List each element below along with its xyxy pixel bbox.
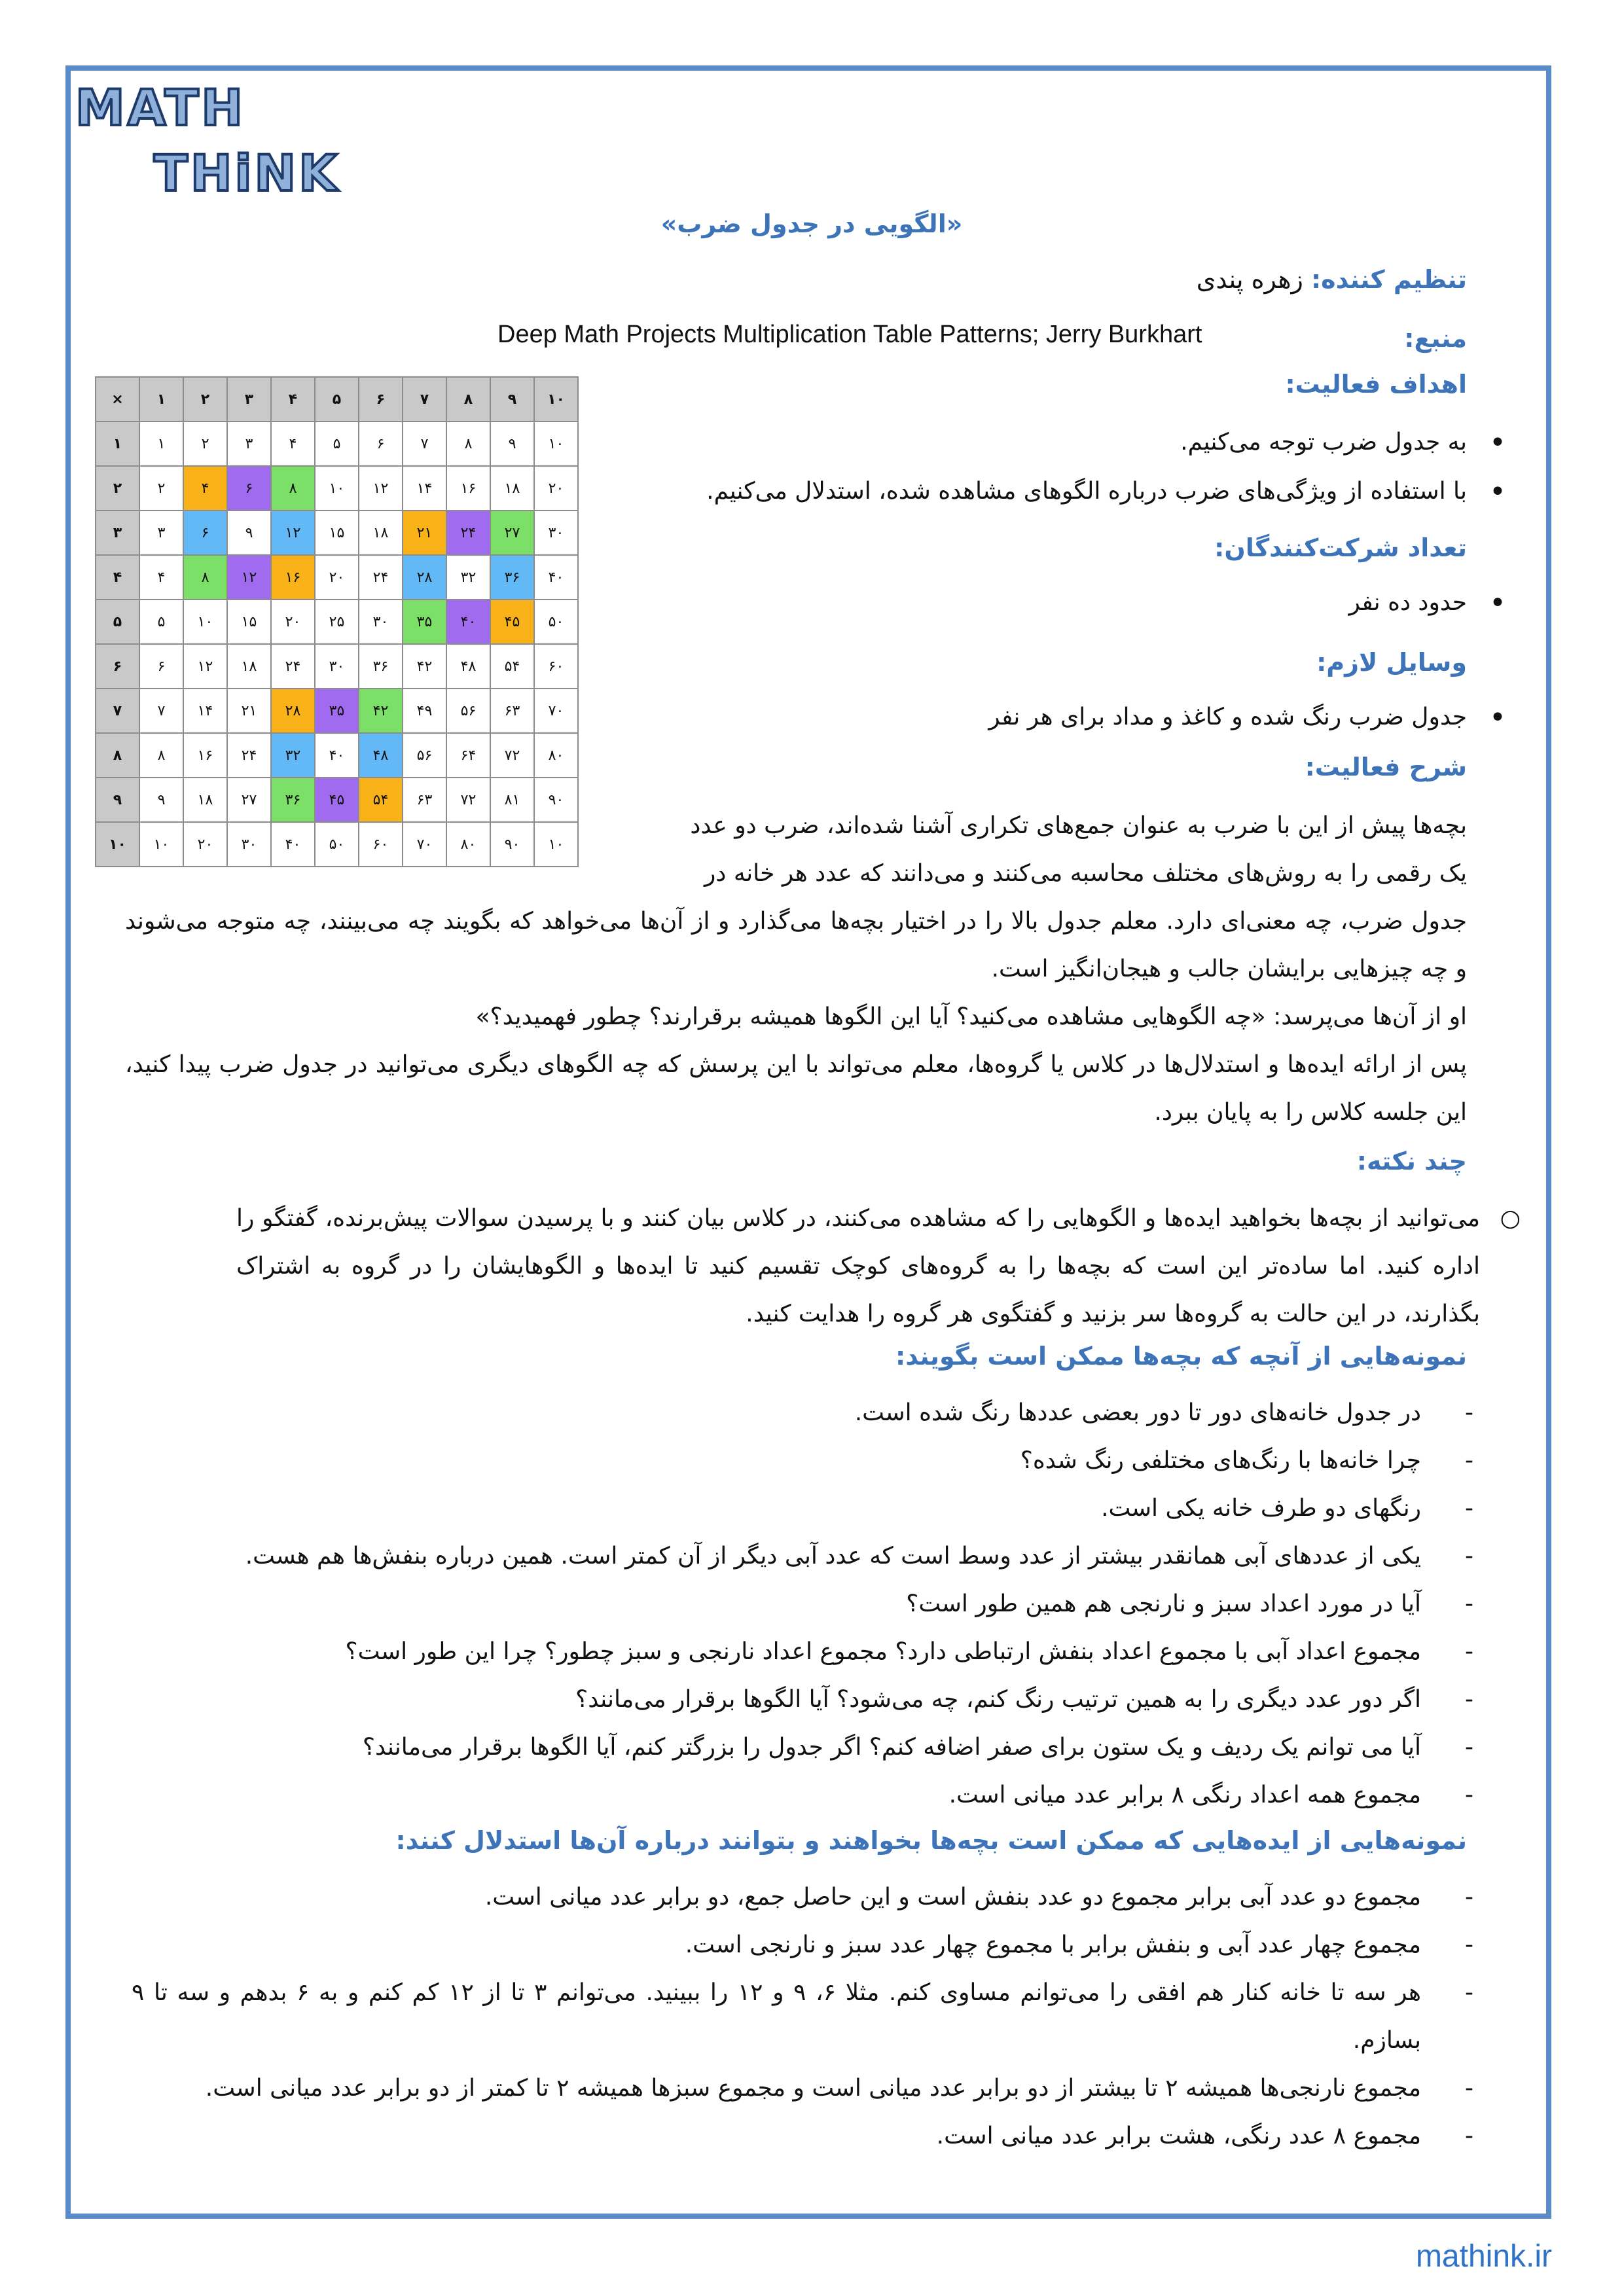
reason-example-text: مجموع دو عدد آبی برابر مجموع دو عدد بنفش است و این حاصل جمع، دو برابر عدد میانی است. <box>484 1884 1421 1910</box>
say-example-text: مجموع اعداد آبی با مجموع اعداد بنفش ارتباطی دارد؟ مجموع اعداد نارنجی و سبز چطور؟ چرا این طور است؟ <box>345 1638 1421 1665</box>
say-example-item <box>575 1676 1473 1723</box>
table-cell: ۴۰ <box>446 600 490 644</box>
table-cell: ۲۷ <box>490 511 534 555</box>
table-cell: ۲ <box>183 422 227 466</box>
table-cell: ۸۱ <box>490 778 534 822</box>
table-cell: ۷ <box>403 422 446 466</box>
table-cell: ۲۱ <box>227 689 271 733</box>
table-header-cell: ۵ <box>315 377 359 422</box>
table-cell: ۴ <box>183 466 227 511</box>
table-cell: ۳۰ <box>315 644 359 689</box>
table-cell: ۶۰ <box>359 822 403 867</box>
table-cell: ۴۲ <box>403 644 446 689</box>
table-cell: ۱۸ <box>359 511 403 555</box>
say-example-text: آیا در مورد اعداد سبز و نارنجی هم همین طور است؟ <box>906 1590 1421 1617</box>
table-cell: ۲۸ <box>403 555 446 600</box>
table-row <box>96 555 578 600</box>
table-cell: ۳ <box>227 422 271 466</box>
participants-item: • حدود ده نفر <box>1349 589 1467 616</box>
table-cell: ۱۶ <box>446 466 490 511</box>
dash-bullet-icon: - <box>1465 1686 1473 1713</box>
table-header-cell: ۳ <box>96 511 139 555</box>
table-cell: ۳۲ <box>446 555 490 600</box>
table-cell: ۲۴ <box>271 644 315 689</box>
table-cell: ۲۰ <box>315 555 359 600</box>
table-cell: ۴۰ <box>271 822 315 867</box>
table-row <box>96 422 578 466</box>
table-cell: ۴۵ <box>490 600 534 644</box>
table-cell: ۵۰ <box>534 600 578 644</box>
say-example-item <box>906 1580 1473 1628</box>
table-cell: ۴۰ <box>534 555 578 600</box>
table-cell: ۱۲ <box>359 466 403 511</box>
description-p3: پس از ارائه ایده‌ها و استدلال‌ها در کلاس یا گروه‌ها، معلم می‌تواند با این پرسش که چه الگوهای دیگری می‌توانید در جدول ضرب پیدا کنید، این جلسه کلاس را به پایان ببرد. <box>125 1051 1467 1126</box>
table-header-cell: ۶ <box>96 644 139 689</box>
goal-item: • به جدول ضرب توجه می‌کنیم. <box>1180 429 1467 456</box>
table-header-cell: ۱۰ <box>96 822 139 867</box>
table-cell: ۸ <box>271 466 315 511</box>
table-cell: ۱۵ <box>227 600 271 644</box>
footer-website: mathink.ir <box>1415 2239 1552 2274</box>
table-cell: ۷۰ <box>403 822 446 867</box>
table-cell: ۴۲ <box>359 689 403 733</box>
table-cell: ۱۶ <box>271 555 315 600</box>
description-body <box>125 897 1467 1136</box>
organizer-label: تنظیم کننده: <box>1310 265 1467 294</box>
table-row <box>96 600 578 644</box>
table-cell: ۶ <box>359 422 403 466</box>
table-header-cell: ۶ <box>359 377 403 422</box>
table-cell: ۴۹ <box>403 689 446 733</box>
say-example-item <box>1020 1437 1473 1484</box>
table-header-cell: ۱۰ <box>534 377 578 422</box>
dash-bullet-icon: - <box>1465 2123 1473 2149</box>
description-line: یک رقمی را به روش‌های مختلف محاسبه می‌کنند و می‌دانند که عدد هر خانه در <box>704 860 1467 887</box>
dash-bullet-icon: - <box>1465 1399 1473 1426</box>
table-cell: ۱۵ <box>315 511 359 555</box>
source-label: منبع: <box>1404 324 1467 353</box>
dash-bullet-icon: - <box>1465 1590 1473 1617</box>
dash-bullet-icon: - <box>1465 1543 1473 1570</box>
table-cell: ۵۶ <box>403 733 446 778</box>
page-title: «الگویی در جدول ضرب» <box>660 209 963 238</box>
dash-bullet-icon: - <box>1465 1782 1473 1808</box>
dash-bullet-icon: - <box>1465 2075 1473 2102</box>
dash-bullet-icon: - <box>1465 1495 1473 1522</box>
say-example-item <box>245 1532 1473 1580</box>
table-cell: ۶۳ <box>403 778 446 822</box>
table-row <box>96 778 578 822</box>
dash-bullet-icon: - <box>1465 1638 1473 1665</box>
table-cell: ۳۲ <box>271 733 315 778</box>
table-cell: ۳۰ <box>359 600 403 644</box>
dash-bullet-icon: - <box>1465 1931 1473 1958</box>
table-cell: ۱۲ <box>227 555 271 600</box>
table-cell: ۴ <box>139 555 183 600</box>
table-cell: ۶۰ <box>534 644 578 689</box>
say-example-text: آیا می توانم یک ردیف و یک ستون برای صفر اضافه کنم؟ اگر جدول را بزرگتر کنم، آیا الگوها برقرار می‌مانند؟ <box>362 1734 1421 1761</box>
table-cell: ۹۰ <box>490 822 534 867</box>
table-header-cell: ۲ <box>183 377 227 422</box>
reason-example-item <box>132 1969 1473 2064</box>
table-cell: ۶۴ <box>446 733 490 778</box>
table-cell: ۱۴ <box>403 466 446 511</box>
table-cell: ۹ <box>227 511 271 555</box>
table-header-cell: ۳ <box>227 377 271 422</box>
table-header-cell: ۵ <box>96 600 139 644</box>
table-row <box>96 511 578 555</box>
table-cell: ۲۰ <box>271 600 315 644</box>
table-row <box>96 822 578 867</box>
table-header-cell: ۸ <box>96 733 139 778</box>
table-cell: ۱۴ <box>183 689 227 733</box>
say-examples-heading: نمونه‌هایی از آنچه که بچه‌ها ممکن است بگویند: <box>895 1342 1467 1371</box>
table-cell: ۱۶ <box>183 733 227 778</box>
table-cell: ۲۱ <box>403 511 446 555</box>
table-cell: ۱۰ <box>183 600 227 644</box>
table-cell: ۹ <box>139 778 183 822</box>
table-cell: ۵۶ <box>446 689 490 733</box>
table-cell: ۲۴ <box>446 511 490 555</box>
table-row <box>96 377 578 422</box>
mathink-logo <box>75 79 340 209</box>
say-example-text: در جدول خانه‌های دور تا دور بعضی عددها رنگ شده است. <box>854 1399 1421 1426</box>
table-header-cell: ۱ <box>139 377 183 422</box>
table-cell: ۱۸ <box>490 466 534 511</box>
table-cell: ۱۰ <box>534 422 578 466</box>
reason-example-item <box>484 1873 1473 1921</box>
table-cell: ۸۰ <box>446 822 490 867</box>
goal-item: • با استفاده از ویژگی‌های ضرب درباره الگوهای مشاهده شده، استدلال می‌کنیم. <box>706 478 1467 505</box>
table-cell: ۱۲ <box>183 644 227 689</box>
say-example-text: یکی از عددهای آبی همانقدر بیشتر از عدد وسط است که عدد آبی دیگر از آن کمتر است. همین درباره بنفش‌ها هم هست. <box>245 1543 1421 1570</box>
table-cell: ۲۵ <box>315 600 359 644</box>
table-row <box>96 644 578 689</box>
table-cell: ۴۸ <box>359 733 403 778</box>
table-cell: ۲۴ <box>227 733 271 778</box>
description-heading: شرح فعالیت: <box>1305 753 1467 781</box>
table-cell: ۴۵ <box>315 778 359 822</box>
say-example-text: چرا خانه‌ها با رنگ‌های مختلفی رنگ شده؟ <box>1020 1447 1421 1474</box>
table-header-cell: ۴ <box>271 377 315 422</box>
table-cell: ۱۰ <box>139 822 183 867</box>
table-cell: ۵۰ <box>315 822 359 867</box>
table-cell: ۷۰ <box>534 689 578 733</box>
table-cell: ۳۶ <box>490 555 534 600</box>
notes-heading: چند نکته: <box>1356 1147 1467 1175</box>
materials-item: • جدول ضرب رنگ شده و کاغذ و مداد برای هر نفر <box>988 704 1467 730</box>
table-cell: ۲۴ <box>359 555 403 600</box>
dash-bullet-icon: - <box>1465 1979 1473 2006</box>
table-header-cell: ۸ <box>446 377 490 422</box>
table-cell: ۶۳ <box>490 689 534 733</box>
participants-heading: تعداد شرکت‌کنندگان: <box>1214 533 1467 562</box>
say-example-item <box>345 1628 1473 1676</box>
table-cell: ۸۰ <box>534 733 578 778</box>
goals-heading: اهداف فعالیت: <box>1285 370 1467 399</box>
table-cell: ۲۸ <box>271 689 315 733</box>
say-example-item <box>948 1771 1473 1819</box>
say-example-item <box>854 1389 1473 1437</box>
table-cell: ۱۸ <box>183 778 227 822</box>
say-example-text: رنگهای دو طرف خانه یکی است. <box>1101 1495 1421 1522</box>
table-header-cell: ۷ <box>96 689 139 733</box>
table-cell: ۹ <box>490 422 534 466</box>
table-cell: ۳۰ <box>227 822 271 867</box>
multiplication-table <box>95 376 579 867</box>
reason-example-text: هر سه تا خانه کنار هم افقی را می‌توانم مساوی کنم. مثلا ۶، ۹ و ۱۲ را ببینید. می‌توانم ۳ تا از ۱۲ کم کنم و به ۶ بدهم و سه تا ۹ بسازم. <box>132 1979 1422 2054</box>
reason-example-text: مجموع ۸ عدد رنگی، هشت برابر عدد میانی است. <box>936 2123 1421 2149</box>
description-p2: او از آن‌ها می‌پرسد: «چه الگوهایی مشاهده می‌کنید؟ آیا این الگوها همیشه برقرارند؟ چطور فهمیدید؟» <box>475 1003 1467 1030</box>
table-cell: ۱۸ <box>227 644 271 689</box>
table-cell: ۹۰ <box>534 778 578 822</box>
reason-example-item <box>132 2064 1473 2112</box>
table-cell: ۱۲ <box>271 511 315 555</box>
table-cell: ۳۶ <box>271 778 315 822</box>
table-cell: ۵۴ <box>359 778 403 822</box>
note-text: می‌توانید از بچه‌ها بخواهید ایده‌ها و الگوهایی را که مشاهده می‌کنند، در کلاس بیان کنند و با پرسیدن سوالات پیش‌برنده، گفتگو را اداره کنید. اما ساده‌تر این است که بچه‌ها را به گروه‌های کوچک تقسیم کنید تا ایده‌ها و الگوهایشان را در گروه به اشتراک بگذارند، در این حالت به گروه‌ها سر بزنید و گفتگوی هر گروه را هدایت کنید. <box>236 1205 1480 1327</box>
table-header-cell: ۲ <box>96 466 139 511</box>
reason-examples-heading: نمونه‌هایی از ایده‌هایی که ممکن است بچه‌ها بخواهند و بتوانند درباره آن‌ها استدلال کنند: <box>395 1826 1467 1855</box>
table-cell: ۲ <box>139 466 183 511</box>
description-p1-rest: جدول ضرب، چه معنی‌ای دارد. معلم جدول بالا را در اختیار بچه‌ها می‌گذارد و از آن‌ها می‌خواهد که بگویند چه می‌بینند، چه متوجه می‌شوند و چه چیزهایی برایشان جالب و هیجان‌انگیز است. <box>125 908 1467 982</box>
table-cell: ۳ <box>139 511 183 555</box>
table-cell: ۳۵ <box>315 689 359 733</box>
organizer-value: زهره پندی <box>1196 265 1303 294</box>
note-item <box>236 1194 1521 1338</box>
table-header-cell: ۹ <box>490 377 534 422</box>
table-header-cell: ۱ <box>96 422 139 466</box>
source-value: Deep Math Projects Multiplication Table Patterns; Jerry Burkhart <box>497 321 1202 348</box>
reason-example-text: مجموع چهار عدد آبی و بنفش برابر با مجموع چهار عدد سبز و نارنجی است. <box>685 1931 1421 1958</box>
table-row <box>96 733 578 778</box>
table-cell: ۴۸ <box>446 644 490 689</box>
table-header-cell: ۹ <box>96 778 139 822</box>
table-row <box>96 689 578 733</box>
table-header-cell: ۴ <box>96 555 139 600</box>
table-cell: ۲۰ <box>183 822 227 867</box>
materials-heading: وسایل لازم: <box>1316 648 1467 677</box>
description-line: بچه‌ها پیش از این با ضرب به عنوان جمع‌های تکراری آشنا شده‌اند، ضرب دو عدد <box>690 812 1467 839</box>
table-row <box>96 466 578 511</box>
table-cell: ۴ <box>271 422 315 466</box>
table-cell: ۷۲ <box>490 733 534 778</box>
table-header-cell: ۷ <box>403 377 446 422</box>
table-cell: ۱۰ <box>315 466 359 511</box>
table-cell: ۸ <box>183 555 227 600</box>
table-cell: ۴۰ <box>315 733 359 778</box>
dash-bullet-icon: - <box>1465 1884 1473 1910</box>
table-cell: ۵ <box>315 422 359 466</box>
dash-bullet-icon: - <box>1465 1734 1473 1761</box>
source-label-wrap <box>1404 324 1467 353</box>
table-cell: ۱۰ <box>534 822 578 867</box>
reason-example-item <box>936 2112 1473 2160</box>
say-example-text: مجموع همه اعداد رنگی ۸ برابر عدد میانی است. <box>948 1782 1421 1808</box>
table-cell: ۸ <box>139 733 183 778</box>
table-cell: ۲۰ <box>534 466 578 511</box>
table-cell: ۱ <box>139 422 183 466</box>
say-example-item <box>1101 1484 1473 1532</box>
description-intro <box>583 802 1467 897</box>
table-cell: ۳۰ <box>534 511 578 555</box>
table-cell: ۸ <box>446 422 490 466</box>
circle-bullet-icon: ○ <box>1500 1205 1521 1232</box>
table-cell: ۵ <box>139 600 183 644</box>
table-cell: ۶ <box>139 644 183 689</box>
logo-word-math: MATH <box>75 79 245 137</box>
table-cell: ۷۲ <box>446 778 490 822</box>
table-cell: ۲۷ <box>227 778 271 822</box>
reason-example-item <box>685 1921 1473 1969</box>
table-cell: ۳۶ <box>359 644 403 689</box>
table-cell: ۳۵ <box>403 600 446 644</box>
say-example-item <box>362 1723 1473 1771</box>
logo-word-think: THiNK <box>154 144 340 202</box>
say-example-text: اگر دور عدد دیگری را به همین ترتیب رنگ کنم، چه می‌شود؟ آیا الگوها برقرار می‌مانند؟ <box>575 1686 1421 1713</box>
table-header-cell: × <box>96 377 139 422</box>
organizer-line <box>1197 265 1467 294</box>
table-cell: ۷ <box>139 689 183 733</box>
table-cell: ۶ <box>227 466 271 511</box>
table-cell: ۶ <box>183 511 227 555</box>
table-cell: ۵۴ <box>490 644 534 689</box>
reason-example-text: مجموع نارنجی‌ها همیشه ۲ تا بیشتر از دو برابر عدد میانی است و مجموع سبزها همیشه ۲ تا کمتر از دو برابر عدد میانی است. <box>205 2075 1421 2102</box>
dash-bullet-icon: - <box>1465 1447 1473 1474</box>
